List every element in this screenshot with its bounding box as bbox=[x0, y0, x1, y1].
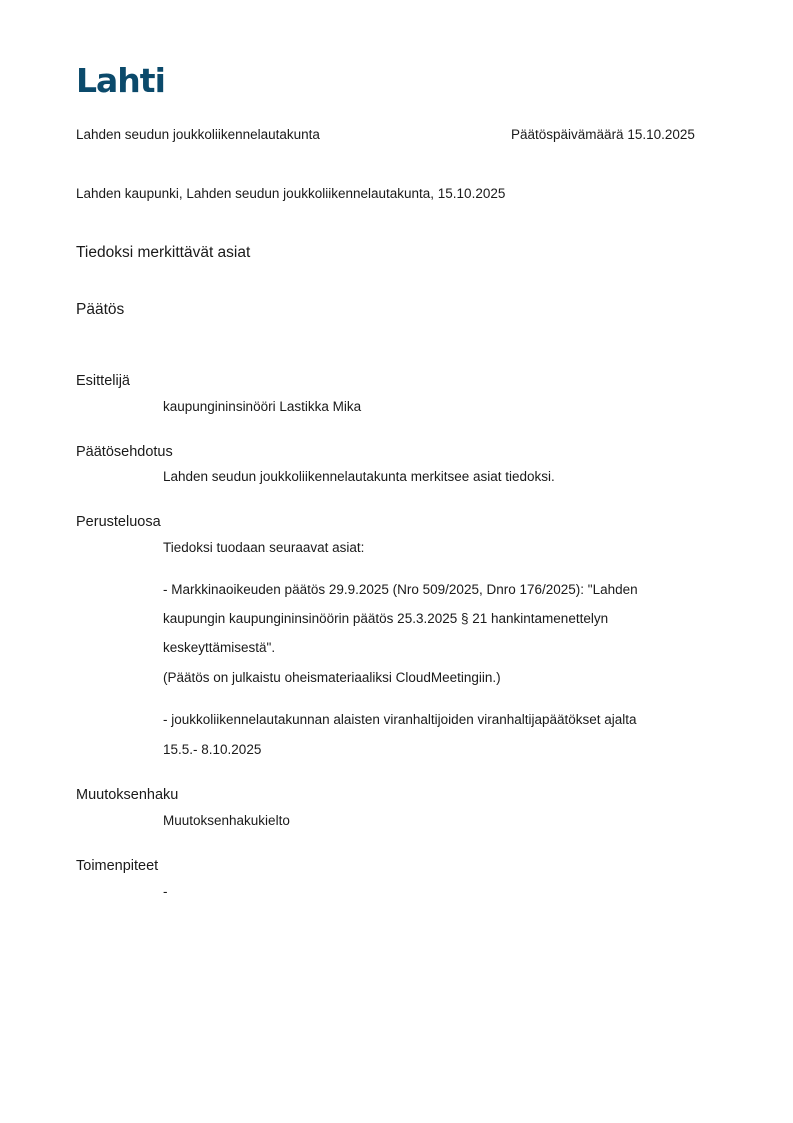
presenter-label: Esittelijä bbox=[76, 373, 130, 389]
actions-value: - bbox=[163, 884, 168, 899]
rationale-item1-line3: keskeyttämisestä". bbox=[163, 640, 276, 655]
decision-date: Päätöspäivämäärä 15.10.2025 bbox=[511, 127, 695, 142]
organization-name: Lahden seudun joukkoliikennelautakunta bbox=[76, 127, 320, 142]
appeal-value: Muutoksenhakukielto bbox=[163, 813, 290, 828]
decision-heading: Päätös bbox=[76, 301, 125, 318]
rationale-intro: Tiedoksi tuodaan seuraavat asiat: bbox=[163, 540, 365, 555]
proposal-value: Lahden seudun joukkoliikennelautakunta merkitsee asiat tiedoksi. bbox=[163, 469, 555, 484]
lahti-logo: Lahti bbox=[76, 61, 165, 100]
rationale-item2-line1: - joukkoliikennelautakunnan alaisten viranhaltijoiden viranhaltijapäätökset ajalta bbox=[163, 712, 637, 727]
rationale-item1-note: (Päätös on julkaistu oheismateriaaliksi CloudMeetingiin.) bbox=[163, 670, 501, 685]
rationale-item1-line1: - Markkinaoikeuden päätös 29.9.2025 (Nro 509/2025, Dnro 176/2025): "Lahden bbox=[163, 582, 638, 597]
presenter-value: kaupungininsinööri Lastikka Mika bbox=[163, 399, 362, 414]
appeal-label: Muutoksenhaku bbox=[76, 787, 179, 803]
meeting-line: Lahden kaupunki, Lahden seudun joukkoliikennelautakunta, 15.10.2025 bbox=[76, 186, 506, 201]
rationale-item1-line2: kaupungin kaupungininsinöörin päätös 25.3.2025 § 21 hankintamenettelyn bbox=[163, 611, 609, 626]
document-title: Tiedoksi merkittävät asiat bbox=[76, 244, 251, 261]
rationale-item2-line2: 15.5.- 8.10.2025 bbox=[163, 742, 262, 757]
proposal-label: Päätösehdotus bbox=[76, 444, 173, 460]
actions-label: Toimenpiteet bbox=[76, 858, 159, 874]
rationale-label: Perusteluosa bbox=[76, 514, 161, 530]
